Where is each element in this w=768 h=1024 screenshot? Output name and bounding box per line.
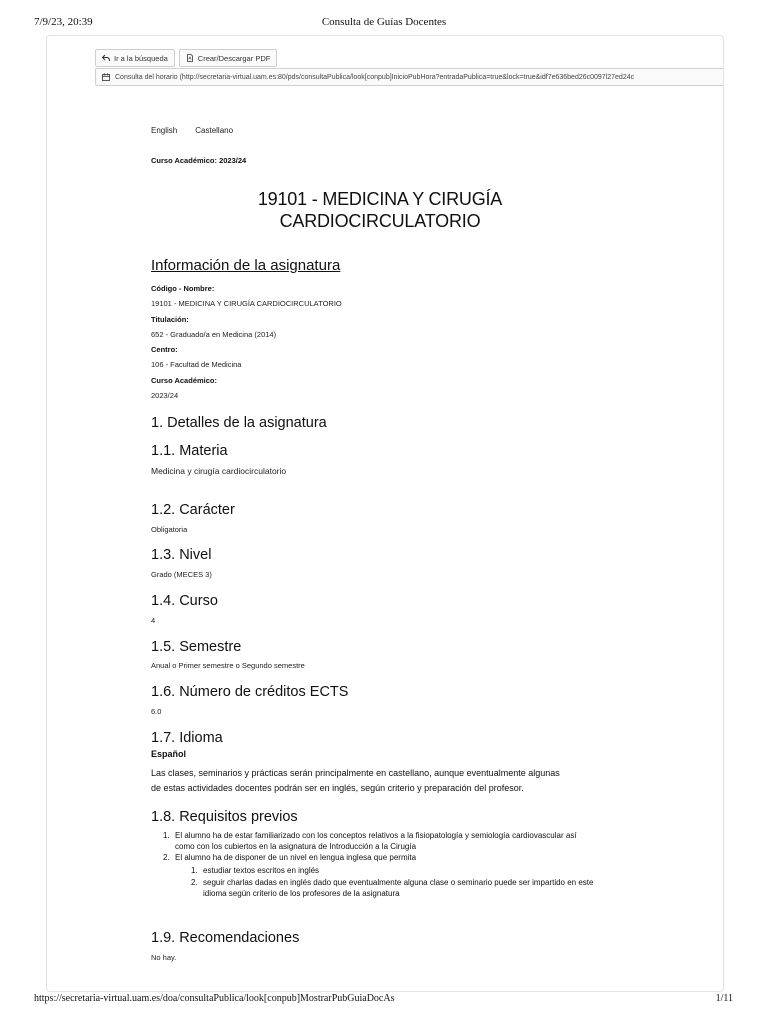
pdf-file-icon	[186, 54, 194, 62]
code-label: Código - Nombre:	[151, 284, 215, 293]
req-num-2: 2.	[163, 853, 170, 862]
toolbar	[95, 49, 277, 65]
curso-heading: 1.4. Curso	[151, 593, 218, 609]
print-footer	[0, 993, 768, 1007]
schedule-link[interactable]	[95, 68, 724, 86]
idioma-value: Español	[151, 749, 187, 759]
req-num-1: 1.	[163, 831, 170, 840]
page-frame	[46, 35, 724, 992]
req-subnum-2: 2.	[191, 878, 198, 887]
year-value: 2023/24	[151, 391, 179, 400]
nivel-value: Grado (MECES 3)	[151, 570, 212, 579]
nivel-heading: 1.3. Nivel	[151, 547, 212, 563]
materia-heading: 1.1. Materia	[151, 443, 228, 459]
page-title	[151, 188, 609, 232]
back-to-search-button[interactable]	[95, 49, 175, 67]
req-subnum-1: 1.	[191, 866, 198, 875]
print-header	[0, 16, 768, 30]
lang-castellano-link[interactable]: Castellano	[195, 126, 234, 135]
req-sub2-line1: seguir charlas dadas en inglés dado que eventualmente alguna clase o seminario puede ser impartido en este	[203, 878, 594, 887]
creditos-heading: 1.6. Número de créditos ECTS	[151, 684, 349, 700]
materia-value: Medicina y cirugía cardiocirculatorio	[151, 466, 287, 476]
page-number: 1/11	[715, 993, 733, 1004]
caracter-heading: 1.2. Carácter	[151, 502, 235, 518]
academic-year: Curso Académico: 2023/24	[151, 156, 247, 165]
semestre-value: Anual o Primer semestre o Segundo semestre	[151, 661, 305, 670]
details-heading: 1. Detalles de la asignatura	[151, 415, 327, 431]
create-pdf-button[interactable]	[179, 49, 278, 67]
language-switch	[151, 126, 233, 135]
center-value: 106 - Facultad de Medicina	[151, 360, 242, 369]
center-label: Centro:	[151, 345, 178, 354]
req-item1-line2: como con los cubiertos en la asignatura de Introducción a la Cirugía	[175, 842, 417, 851]
print-footer-url: https://secretaria-virtual.uam.es/doa/consultaPublica/look[conpub]MostrarPubGuiaDocAs	[34, 993, 395, 1004]
recomendaciones-value: No hay.	[151, 953, 177, 962]
idioma-heading: 1.7. Idioma	[151, 730, 223, 746]
reply-arrow-icon	[102, 54, 110, 62]
req-item1-line1: El alumno ha de estar familiarizado con los conceptos relativos a la fisiopatología y semiología cardiovascular así	[175, 831, 577, 840]
degree-label: Titulación:	[151, 315, 189, 324]
req-sub2-line2: idioma según criterio de los profesores de la asignatura	[203, 889, 400, 898]
info-heading: Información de la asignatura	[151, 257, 341, 274]
create-pdf-label: Crear/Descargar PDF	[197, 53, 271, 63]
lang-english-link[interactable]: English	[151, 126, 178, 135]
req-item2: El alumno ha de disponer de un nivel en lengua inglesa que permita	[175, 853, 417, 862]
req-sub1: estudiar textos escritos en inglés	[203, 866, 320, 875]
idioma-note-line1: Las clases, seminarios y prácticas serán principalmente en castellano, aunque eventualmente algunas	[151, 768, 560, 778]
print-datetime: 7/9/23, 20:39	[34, 16, 93, 28]
creditos-value: 6.0	[151, 707, 162, 716]
caracter-value: Obligatoria	[151, 525, 188, 534]
semestre-heading: 1.5. Semestre	[151, 639, 242, 655]
curso-value: 4	[151, 616, 156, 625]
recomendaciones-heading: 1.9. Recomendaciones	[151, 930, 300, 946]
schedule-link-text: Consulta del horario (http://secretaria-virtual.uam.es:80/pds/consultaPublica/look[conpub]InicioPubHora?entradaPublica=true&lock=true&idf7e636bed26c0097l27ed24c	[115, 73, 635, 81]
calendar-icon	[102, 73, 110, 81]
requisitos-list	[151, 830, 641, 940]
year-label: Curso Académico:	[151, 376, 217, 385]
code-value: 19101 - MEDICINA Y CIRUGÍA CARDIOCIRCULATORIO	[151, 299, 342, 308]
page-title-line1: 19101 - MEDICINA Y CIRUGÍA	[257, 189, 503, 209]
requisitos-heading: 1.8. Requisitos previos	[151, 809, 298, 825]
idioma-note-line2: de estas actividades docentes podrán ser en inglés, según criterio y preparación del profesor.	[151, 783, 524, 793]
page-title-line2: CARDIOCIRCULATORIO	[279, 211, 481, 231]
back-to-search-label: Ir a la búsqueda	[114, 53, 168, 63]
degree-value: 652 - Graduado/a en Medicina (2014)	[151, 330, 277, 339]
print-title: Consulta de Guías Docentes	[321, 16, 447, 28]
